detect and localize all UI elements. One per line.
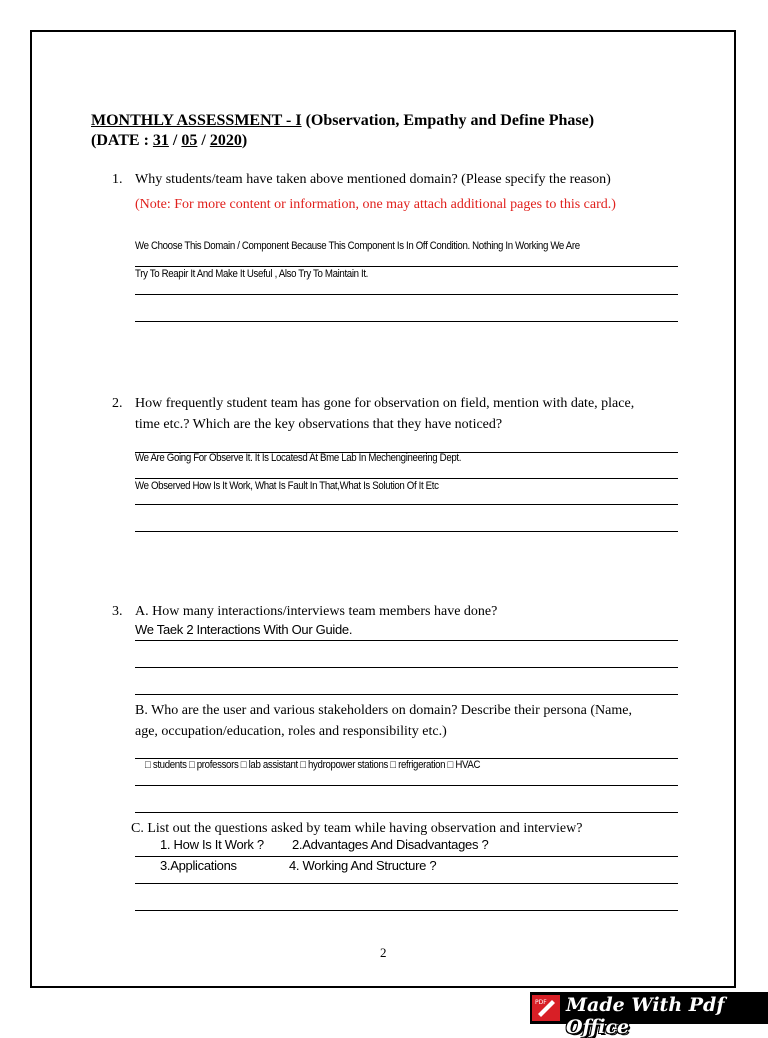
q2-answer-line-1: We Are Going For Observe It. It Is Locatesd At Bme Lab In Mechengineering Dept. xyxy=(135,452,462,464)
q2-answer-line-2: We Observed How Is It Work, What Is Fault In That,What Is Solution Of It Etc xyxy=(135,480,439,492)
answer-rule xyxy=(135,531,678,532)
answer-rule xyxy=(135,812,678,813)
answer-rule xyxy=(135,694,678,695)
q2-text-line-2: time etc.? Which are the key observations that they have noticed? xyxy=(135,417,503,432)
date-close: ) xyxy=(241,132,248,149)
date-year: 2020 xyxy=(209,132,242,149)
title-prefix: MONTHLY ASSESSMENT - I xyxy=(91,112,302,129)
footer-watermark-text: Made With Pdf Office xyxy=(566,994,725,1038)
date-sep1: / xyxy=(168,132,182,149)
pdf-badge-label: PDF xyxy=(535,999,547,1006)
q1-text: Why students/team have taken above mentioned domain? (Please specify the reason) xyxy=(135,172,611,187)
q3b-text-line-1: B. Who are the user and various stakeholders on domain? Describe their persona (Name, xyxy=(135,703,632,718)
q3c-answer-4: 4. Working And Structure ? xyxy=(289,858,437,873)
q1-answer-line-2: Try To Reapir It And Make It Useful , Also Try To Maintain It. xyxy=(135,268,369,280)
answer-rule xyxy=(135,785,678,786)
q1-number: 1. xyxy=(112,172,123,187)
q3c-answer-2: 2.Advantages And Disadvantages ? xyxy=(292,837,489,852)
q3a-answer: We Taek 2 Interactions With Our Guide. xyxy=(135,622,353,637)
q1-answer-line-1: We Choose This Domain / Component Because This Component Is In Off Condition. Nothing In Working We Are xyxy=(135,240,580,252)
title-suffix: (Observation, Empathy and Define Phase) xyxy=(301,112,595,129)
q3c-answer-3: 3.Applications xyxy=(160,858,237,873)
answer-rule xyxy=(135,321,678,322)
q3c-answer-1: 1. How Is It Work ? xyxy=(160,837,264,852)
q2-number: 2. xyxy=(112,396,123,411)
answer-rule xyxy=(135,266,678,267)
answer-rule xyxy=(135,856,678,857)
answer-rule xyxy=(135,294,678,295)
q1-note: (Note: For more content or information, one may attach additional pages to this card.) xyxy=(135,197,616,212)
answer-rule xyxy=(135,478,678,479)
page-title xyxy=(91,111,594,151)
q3c-text: C. List out the questions asked by team while having observation and interview? xyxy=(131,821,583,836)
answer-rule xyxy=(135,883,678,884)
date-month: 05 xyxy=(181,132,198,149)
date-day: 31 xyxy=(152,132,169,149)
q3-number: 3. xyxy=(112,604,123,619)
q2-text-line-1: How frequently student team has gone for observation on field, mention with date, place, xyxy=(135,396,635,411)
date-sep2: / xyxy=(197,132,210,149)
answer-rule xyxy=(135,667,678,668)
q3a-text: A. How many interactions/interviews team members have done? xyxy=(135,604,498,619)
answer-rule xyxy=(135,910,678,911)
page-number: 2 xyxy=(380,945,387,960)
q3b-answer: □ students □ professors □ lab assistant □ hydropower stations □ refrigeration □ HVAC xyxy=(145,759,481,771)
q3b-text-line-2: age, occupation/education, roles and responsibility etc.) xyxy=(135,724,447,739)
answer-rule xyxy=(135,640,678,641)
date-open: (DATE : xyxy=(91,132,153,149)
answer-rule xyxy=(135,504,678,505)
